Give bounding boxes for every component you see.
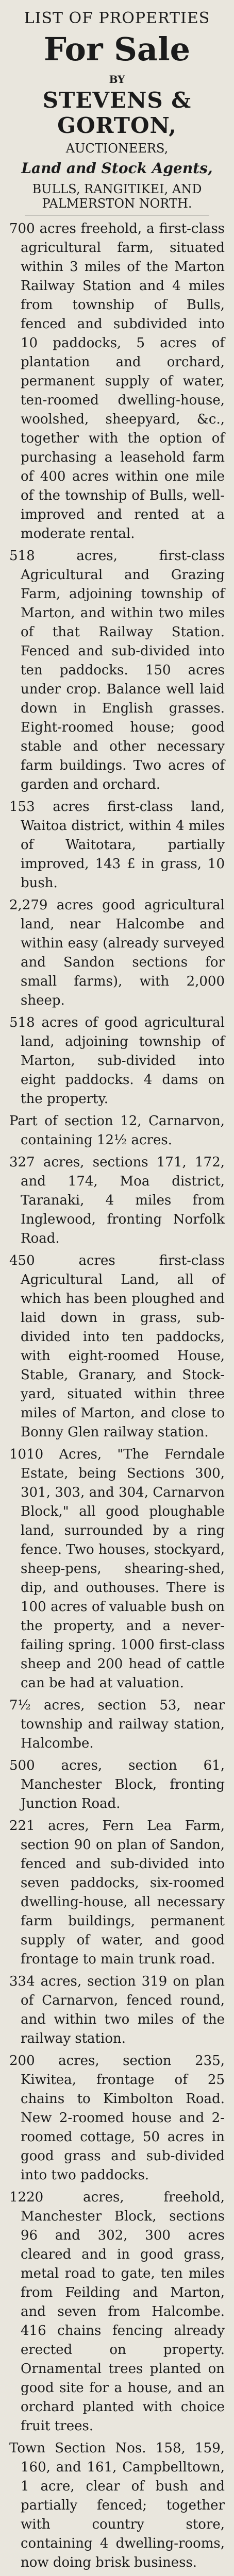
listing-item — [9, 2575, 225, 2576]
header — [9, 9, 225, 211]
listing-item: Part of section 12, Carnarvon, containing 12½ acres. — [9, 1113, 225, 1148]
list-title: LIST OF PROPERTIES — [24, 9, 210, 27]
listings — [9, 219, 225, 2576]
listing-item: 518 acres, first-class Agricultural and Grazing Farm, adjoining township of Marton, and within two miles of that Railway Station. Fenced and sub-divided into ten paddocks. 150 acres under crop. Balance well laid down in English grasses. Eight-roomed house; good stable and other necessary farm buildings. Two acres of garden and orchard. — [9, 548, 225, 792]
listing-item: Town Section Nos. 158, 159, 160, and 161, Campbelltown, 1 acre, clear of bush and partially fenced; together with country store, containing 4 dwelling-rooms, now doing brisk business. — [9, 2441, 225, 2570]
firm-subtitle: AUCTIONEERS, — [65, 141, 169, 156]
place-line: BULLS, RANGITIKEI, AND PALMERSTON NORTH. — [32, 182, 202, 211]
agents-line: Land and Stock Agents, — [21, 160, 213, 177]
for-sale-heading: For Sale — [43, 30, 191, 68]
firm-name: STEVENS & GORTON, — [42, 88, 192, 138]
listing-item: 450 acres first-class Agricultural Land, all of which has been ploughed and laid down in grass, sub-divided into ten paddocks, with eight-roomed House, Stable, Granary, and Stock-yard, situated within three miles of Marton, and close to Bonny Glen railway station. — [9, 1253, 225, 1440]
listing-item: 200 acres, section 235, Kiwitea, frontage of 25 chains to Kimbolton Road. New 2-roomed house and 2-roomed cottage, 50 acres in good grass and sub-divided into two paddocks. — [9, 2053, 225, 2183]
listing-item: 334 acres, section 319 on plan of Carnarvon, fenced round, and within two miles of the railway station. — [9, 1974, 225, 2046]
by-label: BY — [109, 73, 125, 86]
listing-item: 500 acres, section 61, Manchester Block, fronting Junction Road. — [9, 1758, 225, 1811]
listing-item: 327 acres, sections 171, 172, and 174, Moa district, Taranaki, 4 miles from Inglewood, fronting Norfolk Road. — [9, 1155, 225, 1246]
listing-item: 1220 acres, freehold, Manchester Block, sections 96 and 302, 300 acres cleared and in good grass, metal road to gate, ten miles from Feilding and Marton, and seven from Halcombe. 416 chains fencing already erected on property. Ornamental trees planted on good site for a house, and an orchard planted with choice fruit trees. — [9, 2190, 225, 2434]
listing-item: 518 acres of good agricultural land, adjoining township of Marton, sub-divided into eight paddocks. 4 dams on the property. — [9, 1015, 225, 1107]
listing-item: 1010 Acres, "The Ferndale Estate, being Sections 300, 301, 303, and 304, Carnarvon Block," all good ploughable land, surrounded by a ring fence. Two houses, stockyard, sheep-pens, shearing-shed, dip, and outhouses. There is 100 acres of valuable bush on the property, and a never-failing spring. 1000 first-class sheep and 200 head of cattle can be had at valuation. — [9, 1447, 225, 1691]
listing-item: 2,279 acres good agricultural land, near Halcombe and within easy (already surveyed and Sandon sections for small farms), with 2,000 sheep. — [9, 897, 225, 1008]
listing-item: 221 acres, Fern Lea Farm, section 90 on plan of Sandon, fenced and sub-divided into seven paddocks, six-roomed dwelling-house, all necessary farm buildings, permanent supply of water, and good frontage to main trunk road. — [9, 1818, 225, 1967]
listing-item: 7½ acres, section 53, near township and railway station, Halcombe. — [9, 1698, 225, 1751]
listing-item: 700 acres freehold, a first-class agricultural farm, situated within 3 miles of the Marton Railway Station and 4 miles from township of Bulls, fenced and subdivided into 10 paddocks, 5 acres of plantation and orchard, permanent supply of water, ten-roomed dwelling-house, woolshed, sheepyard, &c., together with the option of purchasing a leasehold farm of 400 acres within one mile of the township of Bulls, well-improved and rented at a moderate rental. — [9, 221, 225, 541]
listing-item: 153 acres first-class land, Waitoa district, within 4 miles of Waitotara, partially improved, 143 £ in grass, 10 bush. — [9, 799, 225, 891]
